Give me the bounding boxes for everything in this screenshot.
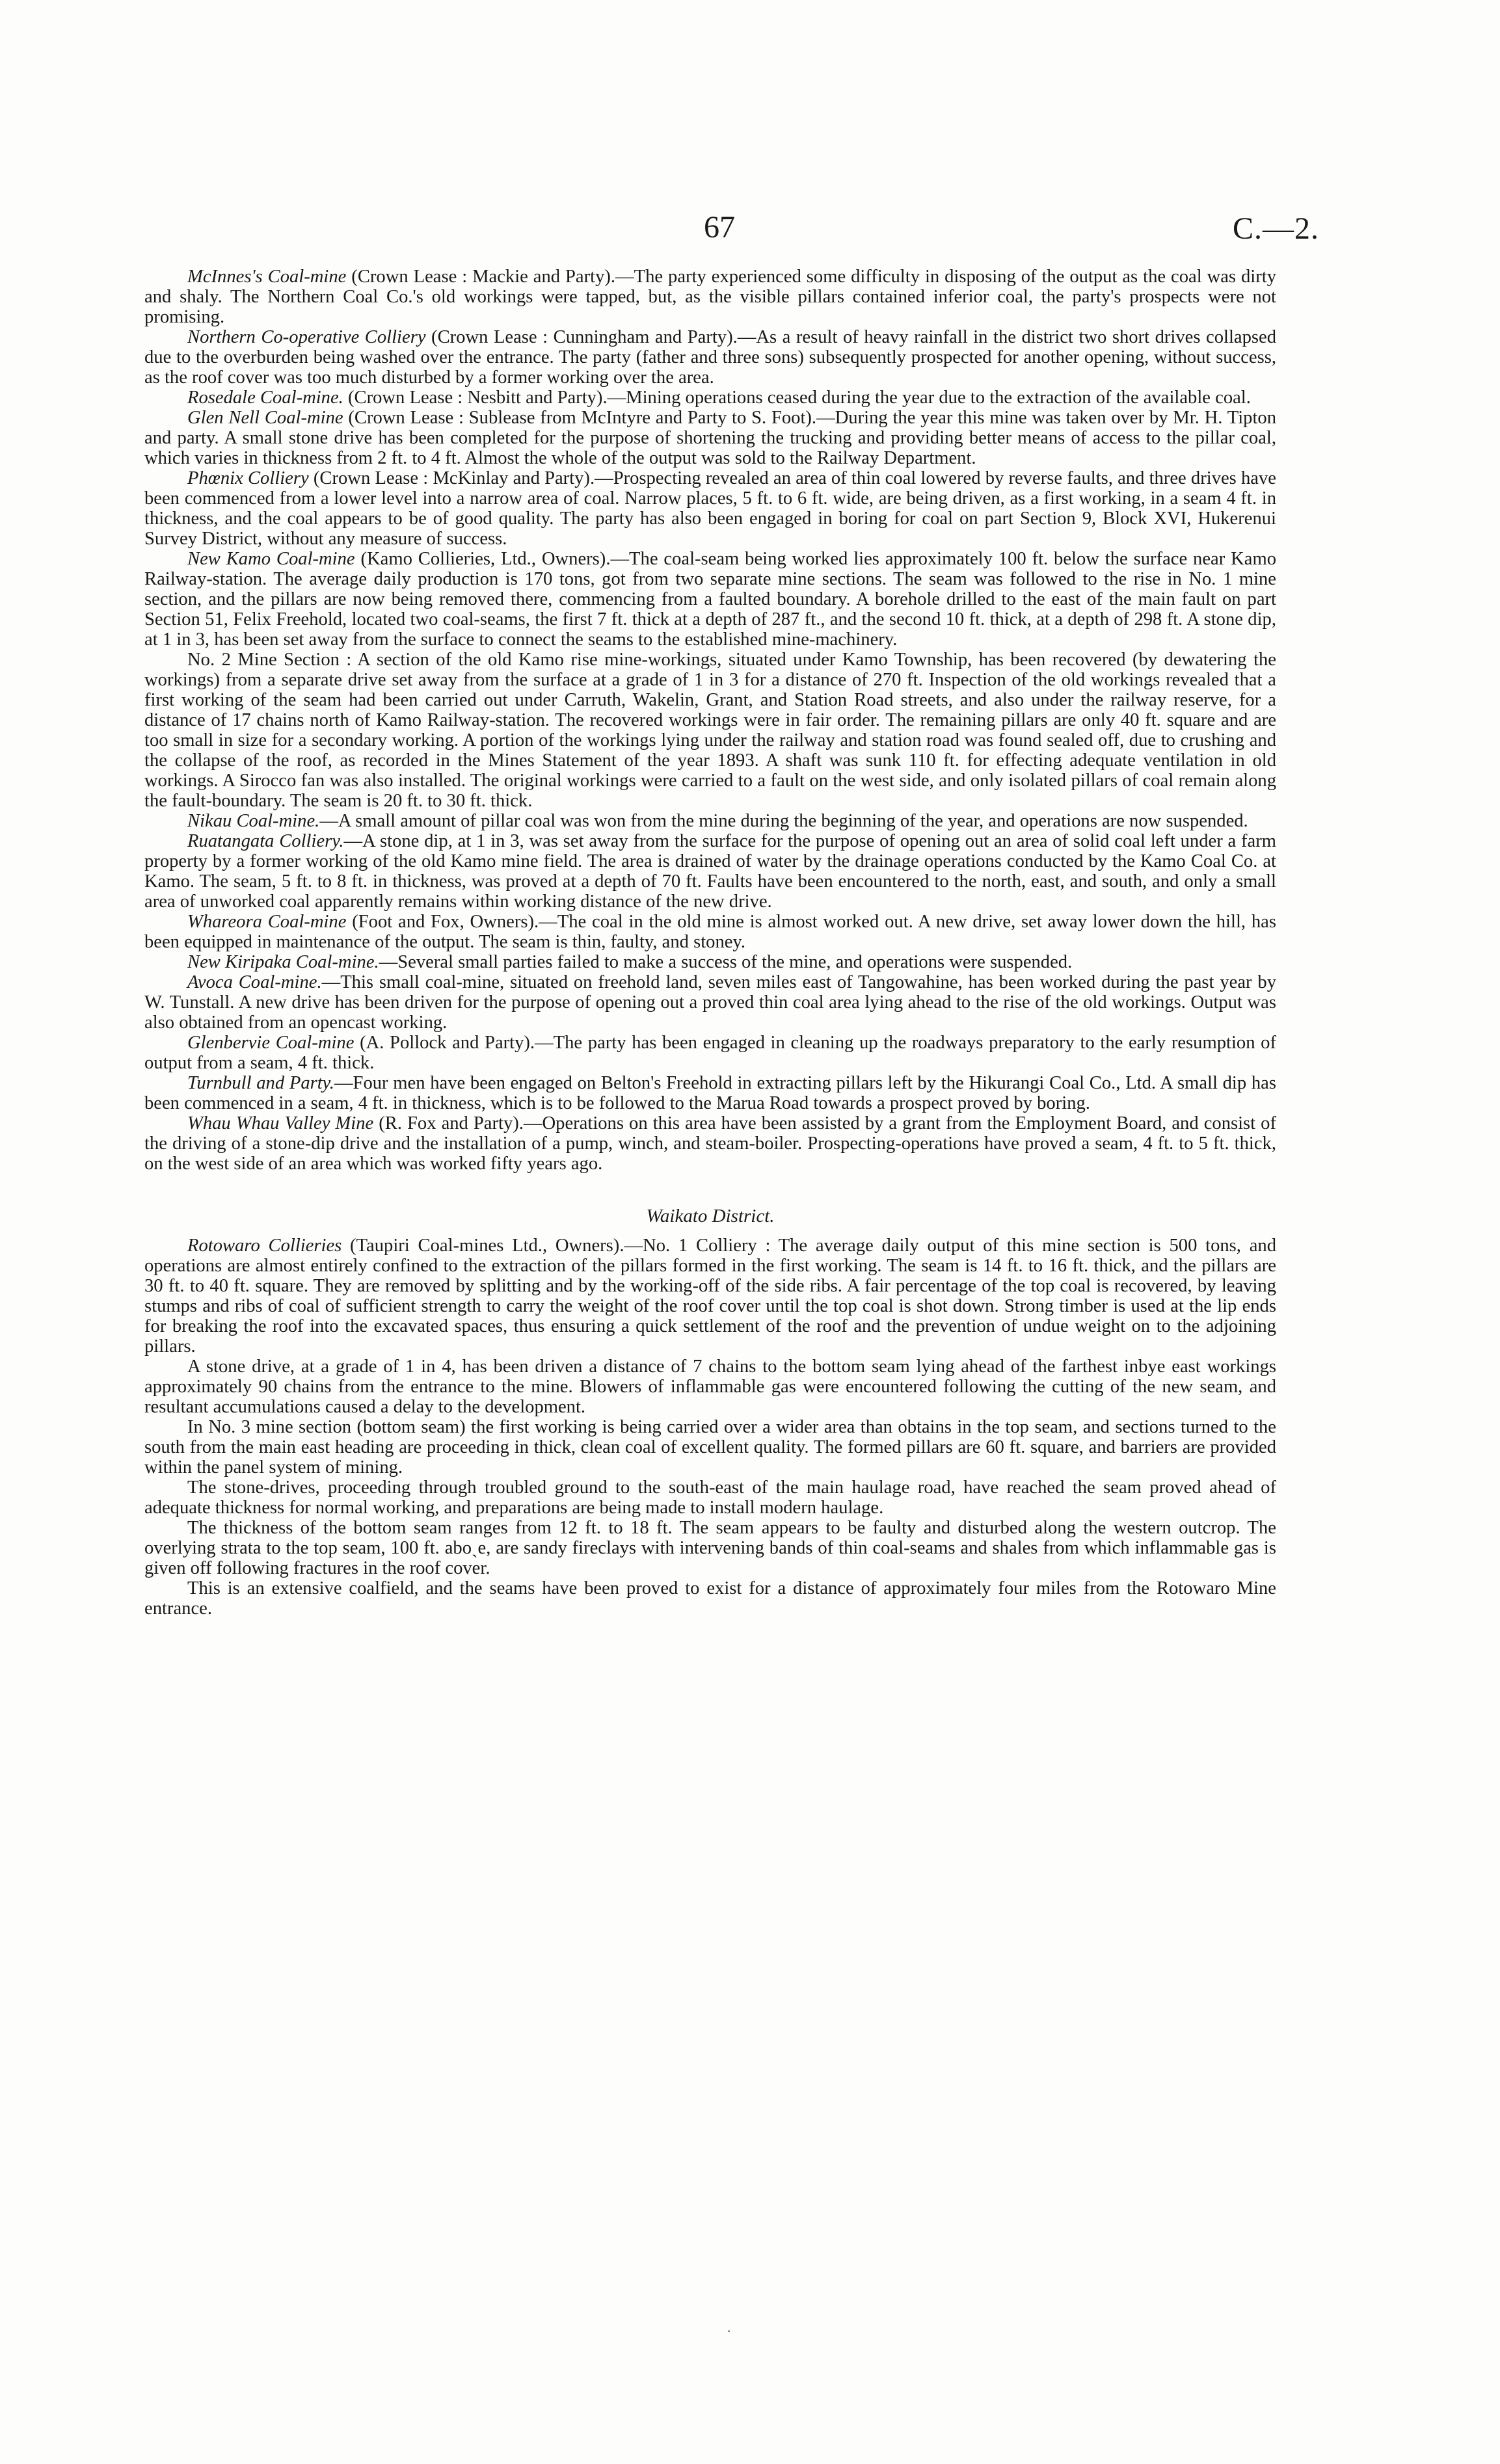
page-header [0, 209, 1500, 261]
paragraph [144, 408, 1276, 468]
paragraph-title: Rotowaro Collieries [187, 1236, 342, 1256]
paragraph [144, 952, 1276, 972]
paragraph-title: Nikau Coal-mine. [187, 811, 320, 831]
paragraph-text: —A stone dip, at 1 in 3, was set away from the surface for the purpose of opening out an area of solid coal left under a farm property by a former working of the old Kamo mine field. The area is drained of water by the drainage operations conducted by the Kamo Coal Co. at Kamo. The seam, 5 ft. to 8 ft. in thickness, was proved at a depth of 70 ft. Faults have been encountered to the north, east, and south, and only a small area of unworked coal apparently remains within working distance of the new drive. [144, 831, 1276, 912]
paragraph-text: —This small coal-mine, situated on freehold land, seven miles east of Tangowahine, has been worked during the past year by W. Tunstall. A new drive has been driven for the purpose of opening out a proved thin coal area lying ahead to the rise of the old workings. Output was also obtained from an opencast working. [144, 972, 1277, 1033]
paragraph [144, 811, 1276, 831]
document-body [144, 267, 1276, 1619]
section-heading: Waikato District. [646, 1206, 775, 1226]
paragraph-text: No. 2 Mine Section : A section of the old Kamo rise mine-workings, situated under Kamo Township, has been recovered (by dewatering the workings) from a separate drive set away from the surface at a grade of 1 in 3 for a distance of 270 ft. Inspection of the old workings revealed that a first working of the seam had been carried out under Carruth, Wakelin, Grant, and Station Road streets, and also under the railway reserve, for a distance of 17 chains north of Kamo Railway-station. The recovered workings were in fair order. The remaining pillars are only 40 ft. square and are too small in size for a secondary working. A portion of the workings lying under the railway and station road was found sealed off, due to crushing and the collapse of the roof, as recorded in the Mines Statement of the year 1893. A shaft was sunk 110 ft. for effecting adequate ventilation in old workings. A Sirocco fan was also installed. The original workings were carried to a fault on the west side, and only isolated pillars of coal remain along the fault-boundary. The seam is 20 ft. to 30 ft. thick. [144, 650, 1276, 811]
paragraph-text: A stone drive, at a grade of 1 in 4, has been driven a distance of 7 chains to the bottom seam lying ahead of the farthest inbye east workings approximately 90 chains from the entrance to the mine. Blowers of inflammable gas were encountered following the cutting of the new seam, and resultant accumulations caused a delay to the development. [144, 1357, 1276, 1417]
paragraph-title: Phœnix Colliery [187, 468, 309, 488]
paragraph [144, 831, 1276, 912]
paragraph-title: McInnes's Coal-mine [187, 267, 347, 287]
paragraph [144, 549, 1276, 650]
paragraph [144, 327, 1276, 388]
paragraph-text: (Kamo Collieries, Ltd., Owners).—The coal-seam being worked lies approximately 100 ft. below the surface near Kamo Railway-station. The average daily production is 170 tons, got from two separate mine sections. The seam was followed to the rise in No. 1 mine section, and the pillars are now being removed there, commencing from a faulted boundary. A borehole drilled to the east of the main fault on part Section 51, Felix Freehold, located two coal-seams, the first 7 ft. thick at a depth of 287 ft., and the second 10 ft. thick, at a depth of 298 ft. A stone dip, at 1 in 3, has been set away from the surface to connect the seams to the established mine-machinery. [144, 549, 1276, 650]
waikato-section [144, 1236, 1276, 1619]
paragraph-title: Northern Co-operative Colliery [187, 327, 426, 347]
paragraph-text: (Crown Lease : Nesbitt and Party).—Mining operations ceased during the year due to the extraction of the available coal. [343, 388, 1251, 408]
paragraph [144, 912, 1276, 952]
paragraph [144, 388, 1276, 408]
paragraph-title: Glen Nell Coal-mine [187, 408, 343, 428]
paragraph-text: In No. 3 mine section (bottom seam) the first working is being carried over a wider area than obtains in the top seam, and sections turned to the south from the main east heading are proceeding in thick, clean coal of excellent quality. The formed pillars are 60 ft. square, and barriers are provided within the panel system of mining. [144, 1417, 1276, 1477]
paragraph [144, 1417, 1276, 1477]
paragraph [144, 972, 1276, 1033]
paragraph [144, 1578, 1276, 1619]
paragraph [144, 1236, 1276, 1357]
paragraph [144, 468, 1276, 549]
paragraph [144, 1033, 1276, 1073]
paragraph [144, 650, 1276, 811]
page-number: 67 [704, 210, 735, 245]
paragraph [144, 1518, 1276, 1578]
paragraph [144, 267, 1276, 327]
paragraph-title: Ruatangata Colliery. [187, 831, 344, 851]
paragraph-title: Turnbull and Party. [187, 1073, 334, 1093]
paragraph-text: (A. Pollock and Party).—The party has been engaged in cleaning up the roadways preparatory to the early resumption of output from a seam, 4 ft. thick. [144, 1033, 1276, 1073]
paragraph-text: (Crown Lease : Sublease from McIntyre and Party to S. Foot).—During the year this mine was taken over by Mr. H. Tipton and party. A small stone drive has been completed for the purpose of shortening the trucking and providing better means of access to the pillar coal, which varies in thickness from 2 ft. to 4 ft. Almost the whole of the output was sold to the Railway Department. [144, 408, 1276, 468]
paragraph-text: (Crown Lease : Cunningham and Party).—As a result of heavy rainfall in the district two short drives collapsed due to the overburden being washed over the entrance. The party (father and three sons) subsequently prospected for another opening, without success, as the roof cover was too much disturbed by a former working over the area. [144, 327, 1276, 388]
paragraph [144, 1073, 1276, 1113]
paragraph-title: Glenbervie Coal-mine [187, 1033, 355, 1053]
paragraph-title: New Kiripaka Coal-mine. [187, 952, 379, 972]
paragraph-text: (R. Fox and Party).—Operations on this area have been assisted by a grant from the Employment Board, and consist of the driving of a stone-dip drive and the installation of a pump, winch, and steam-boiler. Prospecting-operations have proved a seam, 4 ft. to 5 ft. thick, on the west side of an area which was worked fifty years ago. [144, 1113, 1276, 1174]
paragraph-text: The stone-drives, proceeding through troubled ground to the south-east of the main haulage road, have reached the seam proved ahead of adequate thickness for normal working, and preparations are being made to install modern haulage. [144, 1477, 1276, 1518]
paragraph-text: —A small amount of pillar coal was won from the mine during the beginning of the year, and operations are now suspended. [319, 811, 1248, 831]
paragraph-title: Avoca Coal-mine. [187, 972, 322, 992]
paragraph-text: This is an extensive coalfield, and the seams have been proved to exist for a distance of approximately four miles from the Rotowaro Mine entrance. [144, 1578, 1276, 1619]
paragraph-text: The thickness of the bottom seam ranges from 12 ft. to 18 ft. The seam appears to be faulty and disturbed along the western outcrop. The overlying strata to the top seam, 100 ft. aboˏe, are sandy fireclays with intervening bands of thin coal-seams and shales from which inflammable gas is given off following fractures in the roof cover. [144, 1518, 1276, 1578]
northland-section [144, 267, 1276, 1174]
paragraph [144, 1113, 1276, 1174]
footer-mark: · [727, 2323, 732, 2339]
paragraph-text: —Several small parties failed to make a success of the mine, and operations were suspended. [379, 952, 1073, 972]
paragraph [144, 1477, 1276, 1518]
paragraph-title: Rosedale Coal-mine. [187, 388, 343, 408]
paragraph-title: Whareora Coal-mine [187, 912, 347, 932]
paragraph-text: (Foot and Fox, Owners).—The coal in the old mine is almost worked out. A new drive, set away lower down the hill, has been equipped in maintenance of the output. The seam is thin, faulty, and stoney. [144, 912, 1276, 952]
paragraph-text: —Four men have been engaged on Belton's Freehold in extracting pillars left by the Hikurangi Coal Co., Ltd. A small dip has been commenced in a seam, 4 ft. in thickness, which is to be followed to the Marua Road towards a prospect proved by boring. [144, 1073, 1277, 1113]
document-code: C.—2. [1232, 211, 1319, 246]
paragraph-text: (Taupiri Coal-mines Ltd., Owners).—No. 1 Colliery : The average daily output of this mine section is 500 tons, and operations are almost entirely confined to the extraction of the pillars formed in the first working. The seam is 14 ft. to 16 ft. thick, and the pillars are 30 ft. to 40 ft. square. They are removed by splitting and by the working-off of the side ribs. A fair percentage of the top coal is recovered, by leaving stumps and ribs of coal of sufficient strength to carry the weight of the roof cover until the top coal is shot down. Strong timber is used at the lip ends for breaking the roof into the excavated spaces, thus ensuring a quick settlement of the roof and the prevention of undue weight on to the adjoining pillars. [144, 1236, 1277, 1357]
paragraph-title: Whau Whau Valley Mine [187, 1113, 374, 1133]
paragraph [144, 1357, 1276, 1417]
paragraph-text: (Crown Lease : Mackie and Party).—The party experienced some difficulty in disposing of the output as the coal was dirty and shaly. The Northern Coal Co.'s old workings were tapped, but, as the visible pillars contained inferior coal, the party's prospects were not promising. [144, 267, 1276, 327]
paragraph-text: (Crown Lease : McKinlay and Party).—Prospecting revealed an area of thin coal lowered by reverse faults, and three drives have been commenced from a lower level into a narrow area of coal. Narrow places, 5 ft. to 6 ft. wide, are being driven, as a first working, in a seam 4 ft. in thickness, and the coal appears to be of good quality. The party has also been engaged in boring for coal on part Section 9, Block XVI, Hukerenui Survey District, without any measure of success. [144, 468, 1276, 549]
paragraph-title: New Kamo Coal-mine [187, 549, 355, 569]
